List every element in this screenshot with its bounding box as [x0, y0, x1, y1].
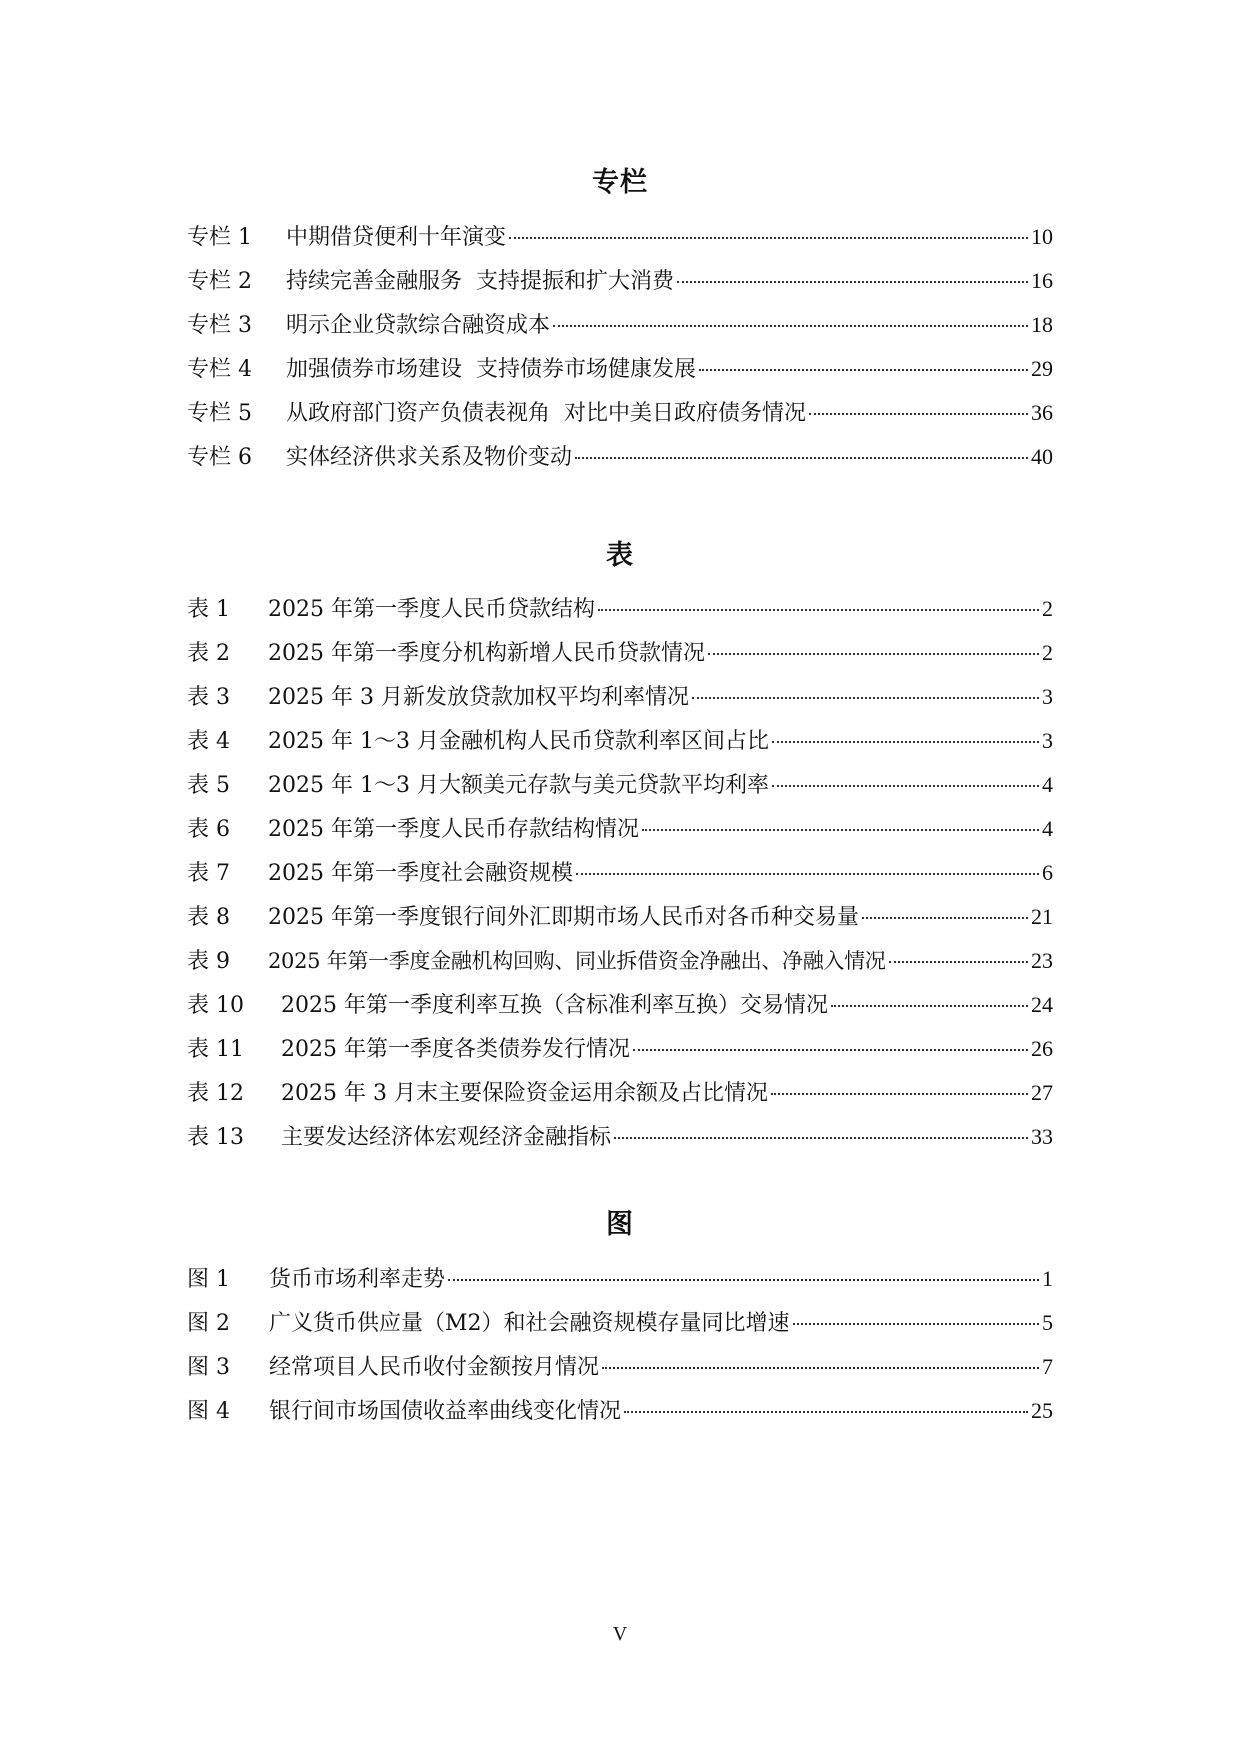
toc-entry-title: 2025 年第一季度各类债券发行情况	[281, 1037, 630, 1062]
page-number: V	[612, 1623, 628, 1645]
toc-entry-page: 10	[1031, 224, 1053, 249]
toc-entry-page: 16	[1031, 268, 1053, 293]
toc-entry-label: 专栏 6	[187, 445, 252, 470]
tables-toc-list	[187, 594, 1053, 1166]
toc-entry-label: 专栏 4	[187, 357, 252, 382]
dot-leader	[642, 829, 1039, 831]
toc-entry-page: 18	[1031, 312, 1053, 337]
toc-entry-label: 表 7	[187, 861, 230, 886]
toc-entry-label: 表 10	[187, 993, 244, 1018]
toc-entry-table-9[interactable]	[187, 946, 1053, 990]
toc-entry-figure-3[interactable]	[187, 1352, 1053, 1396]
toc-entry-page: 7	[1042, 1354, 1053, 1379]
toc-entry-table-13[interactable]	[187, 1122, 1053, 1166]
toc-entry-title: 2025 年第一季度分机构新增人民币贷款情况	[268, 641, 705, 666]
toc-entry-title: 主要发达经济体宏观经济金融指标	[281, 1125, 612, 1150]
toc-entry-figure-4[interactable]	[187, 1396, 1053, 1440]
toc-entry-title: 明示企业贷款综合融资成本	[286, 313, 551, 338]
toc-entry-label: 表 5	[187, 773, 230, 798]
toc-entry-page: 27	[1031, 1080, 1053, 1105]
toc-entry-page: 4	[1042, 816, 1053, 841]
dot-leader	[509, 237, 1028, 239]
toc-entry-label: 图 1	[187, 1267, 230, 1292]
toc-entry-label: 表 2	[187, 641, 230, 666]
dot-leader	[771, 1093, 1028, 1095]
toc-entry-page: 29	[1031, 356, 1053, 381]
toc-entry-title: 2025 年 1～3 月大额美元存款与美元贷款平均利率	[268, 773, 769, 798]
toc-entry-table-1[interactable]	[187, 594, 1053, 638]
dot-leader	[809, 413, 1028, 415]
toc-entry-title: 加强债券市场建设 支持债券市场健康发展	[286, 357, 696, 382]
toc-entry-title: 2025 年 3 月新发放贷款加权平均利率情况	[268, 685, 689, 710]
toc-entry-column-1[interactable]	[187, 222, 1053, 266]
toc-entry-table-4[interactable]	[187, 726, 1053, 770]
toc-entry-column-4[interactable]	[187, 354, 1053, 398]
toc-entry-label: 表 13	[187, 1125, 244, 1150]
dot-leader	[614, 1137, 1028, 1139]
dot-leader	[708, 653, 1039, 655]
toc-entry-label: 表 4	[187, 729, 230, 754]
toc-entry-table-5[interactable]	[187, 770, 1053, 814]
toc-entry-label: 图 2	[187, 1311, 230, 1336]
toc-entry-page: 25	[1031, 1398, 1053, 1423]
toc-entry-label: 表 11	[187, 1037, 244, 1062]
dot-leader	[602, 1367, 1039, 1369]
dot-leader	[624, 1411, 1028, 1413]
toc-entry-page: 3	[1042, 684, 1053, 709]
toc-entry-page: 24	[1031, 992, 1053, 1017]
toc-entry-title: 经常项目人民币收付金额按月情况	[269, 1355, 600, 1380]
toc-entry-column-5[interactable]	[187, 398, 1053, 442]
toc-entry-title: 2025 年第一季度人民币贷款结构	[268, 597, 595, 622]
toc-entry-title: 实体经济供求关系及物价变动	[286, 445, 573, 470]
toc-entry-label: 表 6	[187, 817, 230, 842]
toc-entry-title: 2025 年第一季度金融机构回购、同业拆借资金净融出、净融入情况	[268, 949, 886, 973]
dot-leader	[598, 609, 1039, 611]
dot-leader	[677, 281, 1028, 283]
toc-entry-title: 2025 年第一季度利率互换（含标准利率互换）交易情况	[281, 993, 828, 1018]
toc-entry-table-2[interactable]	[187, 638, 1053, 682]
toc-entry-page: 2	[1042, 640, 1053, 665]
toc-entry-figure-1[interactable]	[187, 1264, 1053, 1308]
dot-leader	[831, 1005, 1028, 1007]
figures-heading: 图	[606, 1209, 634, 1240]
dot-leader	[793, 1323, 1039, 1325]
dot-leader	[772, 741, 1039, 743]
dot-leader	[576, 873, 1039, 875]
toc-entry-label: 表 8	[187, 905, 230, 930]
toc-entry-page: 33	[1031, 1124, 1053, 1149]
figures-toc-list	[187, 1264, 1053, 1440]
toc-entry-label: 专栏 5	[187, 401, 252, 426]
toc-entry-column-6[interactable]	[187, 442, 1053, 486]
toc-entry-table-8[interactable]	[187, 902, 1053, 946]
toc-entry-page: 3	[1042, 728, 1053, 753]
tables-heading: 表	[606, 540, 634, 571]
toc-entry-page: 4	[1042, 772, 1053, 797]
toc-entry-title: 2025 年 3 月末主要保险资金运用余额及占比情况	[281, 1081, 768, 1106]
toc-entry-table-6[interactable]	[187, 814, 1053, 858]
dot-leader	[633, 1049, 1028, 1051]
dot-leader	[772, 785, 1039, 787]
dot-leader	[692, 697, 1039, 699]
toc-entry-title: 货币市场利率走势	[269, 1267, 446, 1292]
toc-entry-label: 专栏 2	[187, 269, 252, 294]
toc-entry-page: 40	[1031, 444, 1053, 469]
toc-entry-page: 6	[1042, 860, 1053, 885]
toc-entry-column-2[interactable]	[187, 266, 1053, 310]
toc-entry-label: 表 12	[187, 1081, 244, 1106]
toc-entry-page: 23	[1031, 948, 1053, 973]
toc-entry-table-10[interactable]	[187, 990, 1053, 1034]
toc-entry-page: 5	[1042, 1310, 1053, 1335]
toc-entry-title: 持续完善金融服务 支持提振和扩大消费	[286, 269, 674, 294]
toc-entry-table-3[interactable]	[187, 682, 1053, 726]
toc-entry-page: 36	[1031, 400, 1053, 425]
toc-entry-figure-2[interactable]	[187, 1308, 1053, 1352]
toc-entry-page: 2	[1042, 596, 1053, 621]
toc-entry-table-11[interactable]	[187, 1034, 1053, 1078]
toc-entry-page: 26	[1031, 1036, 1053, 1061]
dot-leader	[889, 961, 1028, 963]
toc-entry-title: 2025 年第一季度人民币存款结构情况	[268, 817, 639, 842]
toc-entry-label: 表 9	[187, 949, 230, 974]
toc-entry-title: 2025 年 1～3 月金融机构人民币贷款利率区间占比	[268, 729, 769, 754]
toc-entry-label: 表 1	[187, 597, 230, 622]
toc-entry-column-3[interactable]	[187, 310, 1053, 354]
dot-leader	[699, 369, 1028, 371]
columns-toc-list	[187, 222, 1053, 486]
dot-leader	[448, 1279, 1039, 1281]
toc-entry-label: 专栏 3	[187, 313, 252, 338]
columns-heading: 专栏	[592, 167, 648, 198]
toc-entry-label: 图 4	[187, 1399, 230, 1424]
toc-entry-label: 专栏 1	[187, 225, 252, 250]
toc-entry-title: 从政府部门资产负债表视角 对比中美日政府债务情况	[286, 401, 806, 426]
toc-entry-page: 1	[1042, 1266, 1053, 1291]
toc-entry-table-7[interactable]	[187, 858, 1053, 902]
dot-leader	[553, 325, 1028, 327]
toc-entry-title: 银行间市场国债收益率曲线变化情况	[269, 1399, 622, 1424]
toc-entry-title: 2025 年第一季度社会融资规模	[268, 861, 573, 886]
toc-entry-page: 21	[1031, 904, 1053, 929]
toc-entry-table-12[interactable]	[187, 1078, 1053, 1122]
dot-leader	[575, 457, 1028, 459]
toc-entry-title: 中期借贷便利十年演变	[286, 225, 507, 250]
toc-entry-label: 表 3	[187, 685, 230, 710]
toc-entry-title: 2025 年第一季度银行间外汇即期市场人民币对各币种交易量	[268, 905, 859, 930]
toc-entry-title: 广义货币供应量（M2）和社会融资规模存量同比增速	[269, 1311, 790, 1336]
dot-leader	[862, 917, 1028, 919]
toc-entry-label: 图 3	[187, 1355, 230, 1380]
